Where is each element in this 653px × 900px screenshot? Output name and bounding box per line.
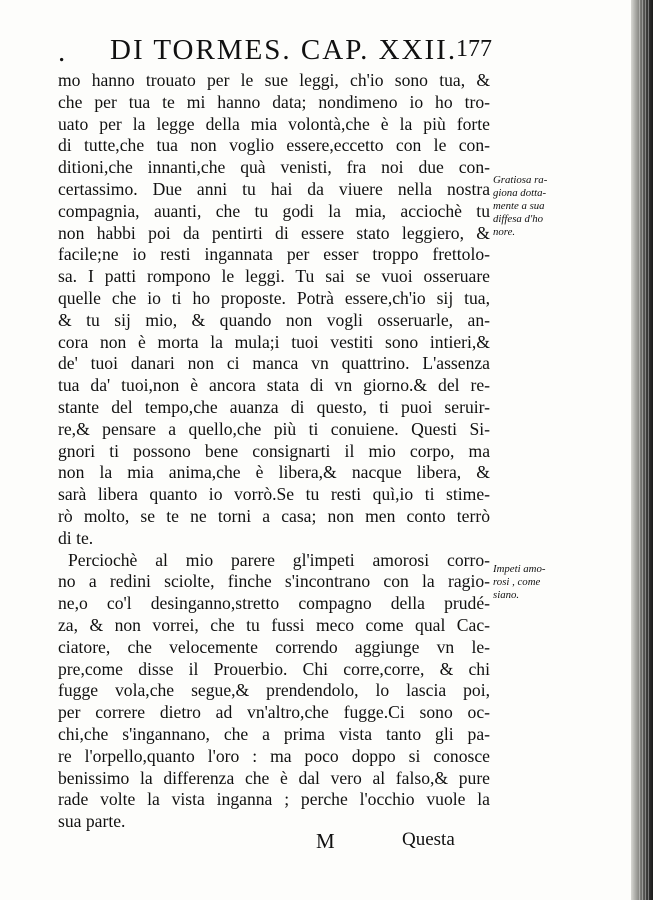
text-line: & tu sij mio, & quando non vogli osseruarle, an-: [58, 309, 490, 330]
margin-note-line: Gratiosa ra-: [493, 174, 548, 186]
signature-mark: M: [316, 829, 335, 853]
text-line: che per tua te mi hanno data; nondimeno io ho tro-: [58, 91, 490, 112]
margin-note-gratiosa: [493, 174, 555, 239]
text-line: de' tuoi danari non ci manca vn quattrino. L'assenza: [58, 353, 490, 374]
text-line: ne,o co'l desinganno,stretto compagno della prudé-: [58, 593, 490, 614]
book-spine: [631, 0, 653, 900]
margin-note-impeti: [493, 563, 555, 602]
text-line: non la mia anima,che è libera,& nacque libera, &: [58, 462, 490, 483]
text-line: pre,come disse il Prouerbio. Chi corre,corre, & chi: [58, 658, 490, 679]
margin-note-line: Impeti amo-: [493, 563, 546, 575]
text-line: re l'orpello,quanto l'oro : ma poco doppo si conosce: [58, 745, 490, 766]
text-line: di te.: [58, 527, 94, 548]
margin-note-line: giona dotta-: [493, 187, 547, 199]
text-line: di tutte,che tua non voglio essere,eccetto con le con-: [58, 135, 490, 156]
text-line: tua da' tuoi,non è ancora stata di vn giorno.& del re-: [58, 375, 490, 396]
margin-note-line: diffesa d'ho: [493, 213, 543, 225]
text-line: cora non è morta la mula;i tuoi vestiti sono intieri,&: [58, 331, 490, 352]
text-line: quelle che io ti ho proposte. Potrà essere,ch'io sij tua,: [58, 287, 490, 308]
text-line: uato per la legge della mia volontà,che è la più forte: [58, 113, 490, 134]
margin-note-line: rosi , come: [493, 576, 541, 588]
text-line: mo hanno trouato per le sue leggi, ch'io sono tua, &: [58, 70, 490, 90]
text-line: ciatore, che velocemente correndo aggiunge vn le-: [58, 636, 490, 657]
text-line: rò molto, se te ne torni a casa; non men conto terrò: [58, 505, 490, 526]
text-line: za, & non vorrei, che tu fussi meco come qual Cac-: [58, 614, 490, 635]
text-line: facile;ne io resti ingannata per esser troppo frettolo-: [58, 244, 490, 265]
text-line: rade volte la vista inganna ; perche l'occhio vuole la: [58, 789, 490, 810]
text-line: per correre dietro ad vn'altro,che fugge.Ci sono oc-: [58, 702, 490, 723]
page-number: 177: [456, 36, 492, 62]
margin-note-line: nore.: [493, 226, 516, 238]
catchword: Questa: [402, 829, 455, 850]
text-line: certassimo. Due anni tu hai da viuere nella nostra: [58, 178, 490, 199]
text-line: no a redini sciolte, finche s'incontrano con la ragio-: [58, 571, 490, 592]
text-line: sa. I patti rompono le leggi. Tu sai se vuoi osseruare: [58, 266, 490, 287]
text-line: benissimo la differenza che è dal vero al falso,& pure: [58, 767, 490, 788]
text-line: compagnia, auanti, che tu godi la mia, acciochè tu: [58, 200, 490, 221]
running-header: [58, 34, 492, 68]
text-line: chi,che s'ingannano, che a prima vista tanto gli pa-: [58, 723, 490, 744]
header-dot: .: [58, 36, 68, 68]
text-line: re,& pensare a quello,che più ti conuiene. Questi Si-: [58, 418, 490, 439]
text-line: ditioni,che innanti,che quà venisti, fra noi due con-: [58, 157, 490, 178]
text-line: gnori ti possono bene consignarti il mio corpo, ma: [58, 440, 490, 461]
text-line: sarà libera quanto io vorrò.Se tu resti quì,io ti stime-: [58, 484, 490, 505]
margin-note-line: mente a sua: [493, 200, 545, 212]
main-text: [58, 70, 490, 833]
text-line: Perciochè al mio parere gl'impeti amorosi corro-: [68, 549, 490, 570]
paragraph-2: [58, 550, 490, 833]
text-line: fugge vola,che segue,& prendendolo, lo lascia poi,: [58, 680, 490, 701]
running-title: DI TORMES. CAP. XXII.: [110, 34, 458, 66]
paragraph-1: [58, 70, 490, 550]
text-line: non habbi poi da pentirti di essere stato leggiero, &: [58, 222, 490, 243]
text-line: stante del tempo,che auanza di questo, ti puoi seruir-: [58, 396, 490, 417]
margin-note-line: siano.: [493, 589, 520, 601]
text-line: sua parte.: [58, 811, 126, 832]
